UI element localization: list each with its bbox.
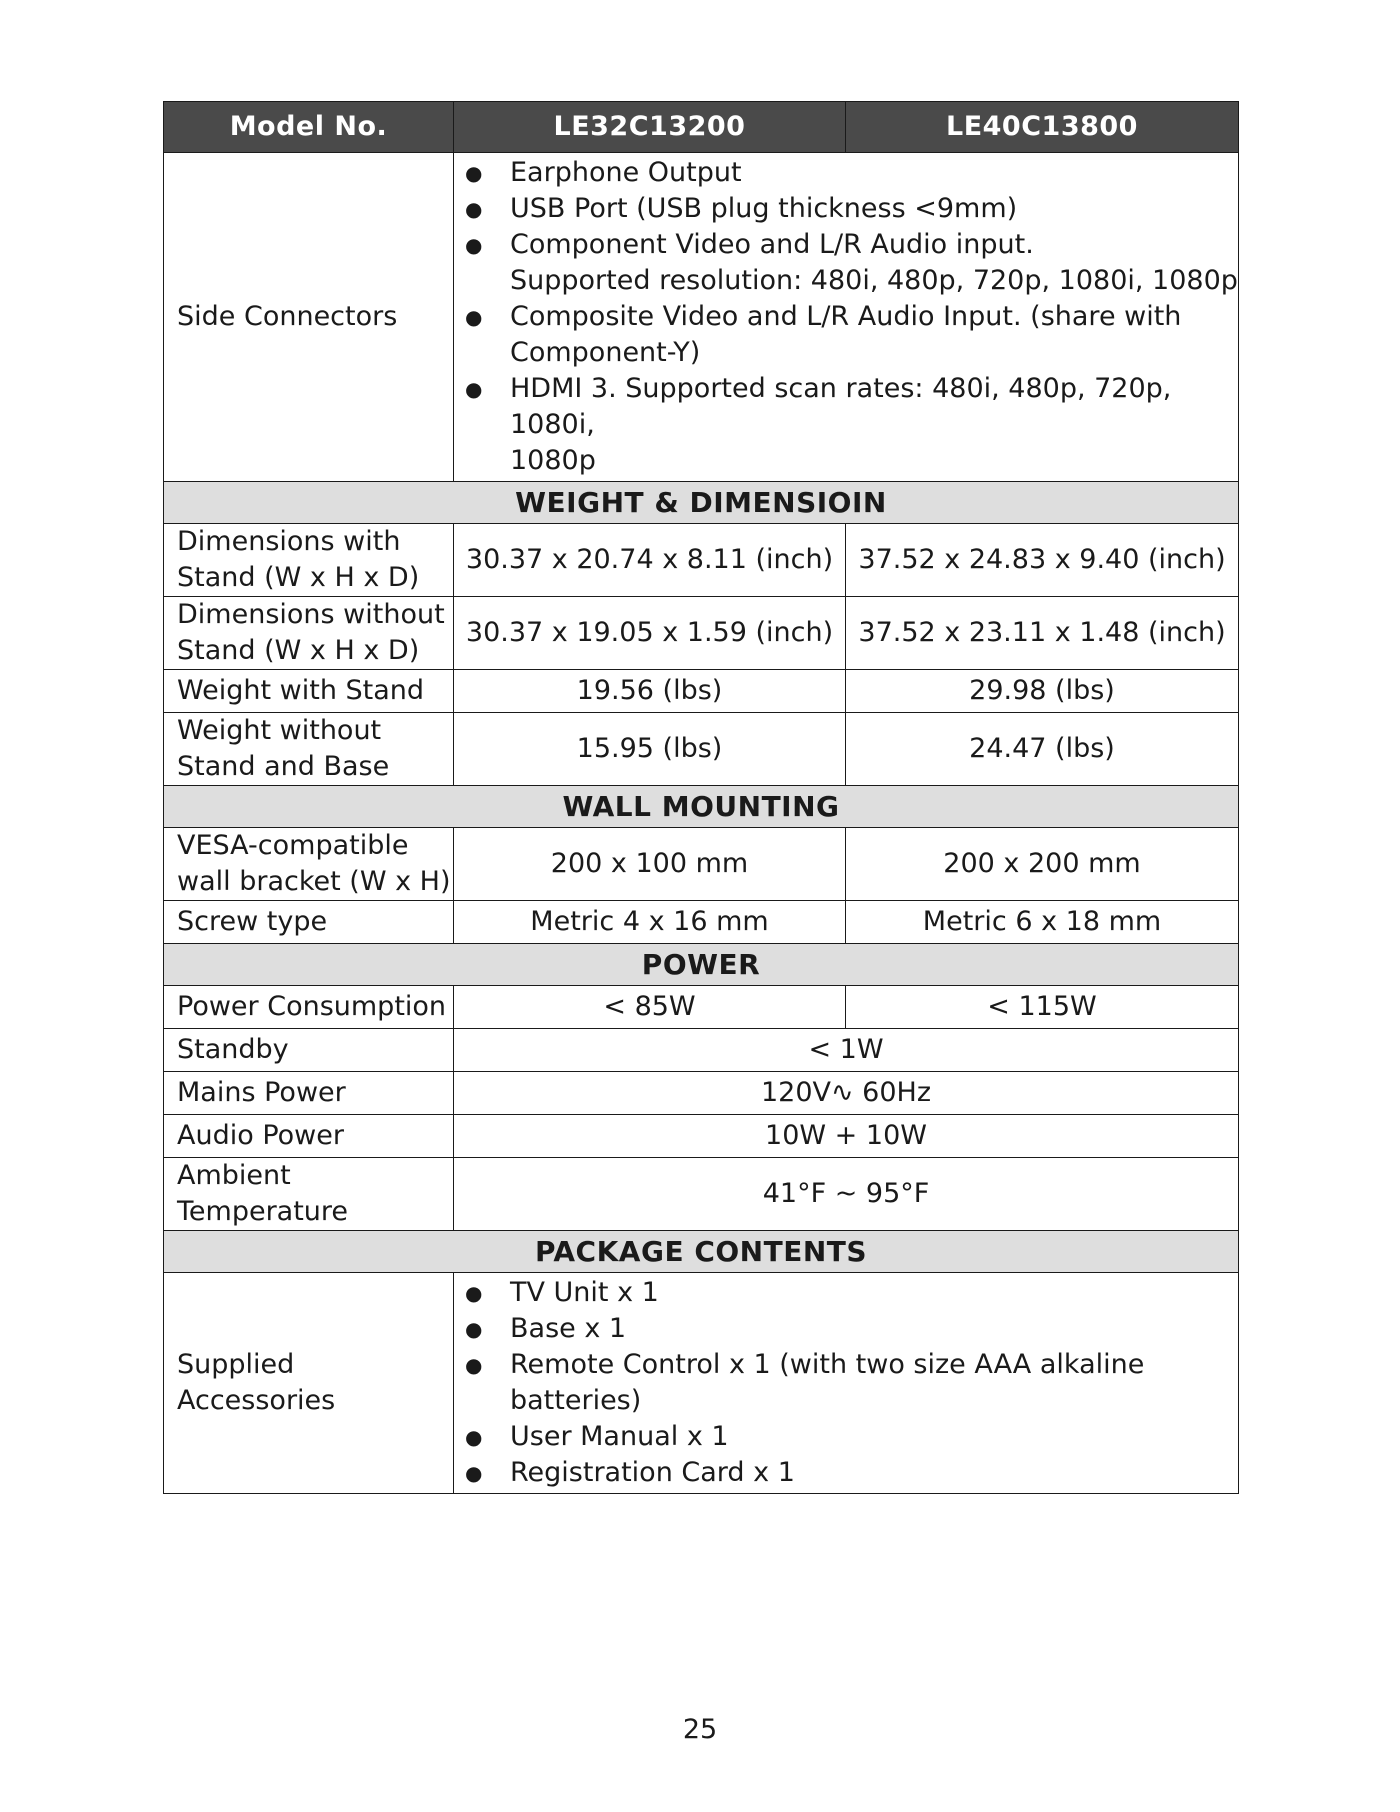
row-label: Ambient Temperature: [164, 1158, 454, 1231]
weight-without-stand-row: [164, 713, 1239, 786]
list-item: ● TV Unit x 1: [454, 1275, 1238, 1311]
audio-power-row: [164, 1115, 1239, 1158]
model-a-header: LE32C13200: [454, 102, 846, 153]
list-item: ● Composite Video and L/R Audio Input. (share with: [454, 299, 1238, 335]
side-connectors-value: [454, 153, 1239, 482]
row-label: Dimensions without Stand (W x H x D): [164, 597, 454, 670]
row-label: Weight without Stand and Base: [164, 713, 454, 786]
list-item: ● Earphone Output: [454, 155, 1238, 191]
row-label: Screw type: [164, 901, 454, 944]
dimensions-without-stand-row: [164, 597, 1239, 670]
mains-power-row: [164, 1072, 1239, 1115]
model-b-value: 200 x 200 mm: [846, 828, 1239, 901]
section-power: [164, 944, 1239, 986]
list-item: ● HDMI 3. Supported scan rates: 480i, 480p, 720p, 1080i,: [465, 373, 1172, 440]
row-label: Standby: [164, 1029, 454, 1072]
list-item-continuation: 1080p: [510, 445, 596, 476]
bullet-icon: ●: [465, 305, 483, 329]
row-label: Audio Power: [164, 1115, 454, 1158]
model-b-value: 29.98 (lbs): [846, 670, 1239, 713]
row-label: Weight with Stand: [164, 670, 454, 713]
weight-with-stand-row: [164, 670, 1239, 713]
model-b-value: < 115W: [846, 986, 1239, 1029]
model-a-value: 19.56 (lbs): [454, 670, 846, 713]
section-title: WEIGHT & DIMENSIOIN: [164, 482, 1239, 524]
section-weight-dimension: [164, 482, 1239, 524]
side-connectors-label: Side Connectors: [164, 153, 454, 482]
model-a-value: 30.37 x 19.05 x 1.59 (inch): [454, 597, 846, 670]
list-item-continuation: Component-Y): [510, 337, 701, 368]
row-label: Mains Power: [164, 1072, 454, 1115]
bullet-icon: ●: [465, 1461, 483, 1485]
model-b-value: 37.52 x 24.83 x 9.40 (inch): [846, 524, 1239, 597]
header-row: [164, 102, 1239, 153]
row-label: Supplied Accessories: [164, 1273, 454, 1494]
accessories-list: [454, 1273, 1238, 1493]
model-a-value: 30.37 x 20.74 x 8.11 (inch): [454, 524, 846, 597]
model-no-header: Model No.: [164, 102, 454, 153]
section-wall-mounting: [164, 786, 1239, 828]
standby-row: [164, 1029, 1239, 1072]
model-a-value: < 85W: [454, 986, 846, 1029]
shared-value: 10W + 10W: [454, 1115, 1239, 1158]
accessories-value: [454, 1273, 1239, 1494]
row-label: Dimensions with Stand (W x H x D): [164, 524, 454, 597]
dimensions-with-stand-row: [164, 524, 1239, 597]
page-number: 25: [682, 1714, 718, 1745]
model-b-value: 37.52 x 23.11 x 1.48 (inch): [846, 597, 1239, 670]
bullet-icon: ●: [465, 233, 483, 257]
bullet-icon: ●: [465, 1425, 483, 1449]
ambient-temperature-row: [164, 1158, 1239, 1231]
vesa-row: [164, 828, 1239, 901]
bullet-icon: ●: [465, 161, 483, 185]
model-a-value: Metric 4 x 16 mm: [454, 901, 846, 944]
section-package-contents: [164, 1231, 1239, 1273]
specification-table: [163, 101, 1239, 1494]
model-a-value: 200 x 100 mm: [454, 828, 846, 901]
shared-value: 41°F ~ 95°F: [454, 1158, 1239, 1231]
list-item-continuation: Supported resolution: 480i, 480p, 720p, 1080i, 1080p: [510, 265, 1238, 296]
section-title: WALL MOUNTING: [164, 786, 1239, 828]
shared-value: 120V∿ 60Hz: [454, 1072, 1239, 1115]
model-b-value: 24.47 (lbs): [846, 713, 1239, 786]
shared-value: < 1W: [454, 1029, 1239, 1072]
list-item: ● User Manual x 1: [454, 1419, 1238, 1455]
list-item: ● Remote Control x 1 (with two size AAA alkaline batteries): [465, 1349, 1145, 1416]
section-title: PACKAGE CONTENTS: [164, 1231, 1239, 1273]
section-title: POWER: [164, 944, 1239, 986]
side-connectors-row: [164, 153, 1239, 482]
model-a-value: 15.95 (lbs): [454, 713, 846, 786]
bullet-icon: ●: [465, 1353, 483, 1377]
side-connectors-list: [454, 153, 1238, 481]
row-label: VESA-compatible wall bracket (W x H): [164, 828, 454, 901]
screw-type-row: [164, 901, 1239, 944]
list-item: ● USB Port (USB plug thickness <9mm): [454, 191, 1238, 227]
bullet-icon: ●: [465, 377, 483, 401]
list-item: ● Registration Card x 1: [454, 1455, 1238, 1491]
model-b-value: Metric 6 x 18 mm: [846, 901, 1239, 944]
list-item: ● Base x 1: [454, 1311, 1238, 1347]
list-item: ● Component Video and L/R Audio input.: [454, 227, 1238, 263]
bullet-icon: ●: [465, 1317, 483, 1341]
bullet-icon: ●: [465, 197, 483, 221]
supplied-accessories-row: [164, 1273, 1239, 1494]
bullet-icon: ●: [465, 1281, 483, 1305]
model-b-header: LE40C13800: [846, 102, 1239, 153]
row-label: Power Consumption: [164, 986, 454, 1029]
power-consumption-row: [164, 986, 1239, 1029]
